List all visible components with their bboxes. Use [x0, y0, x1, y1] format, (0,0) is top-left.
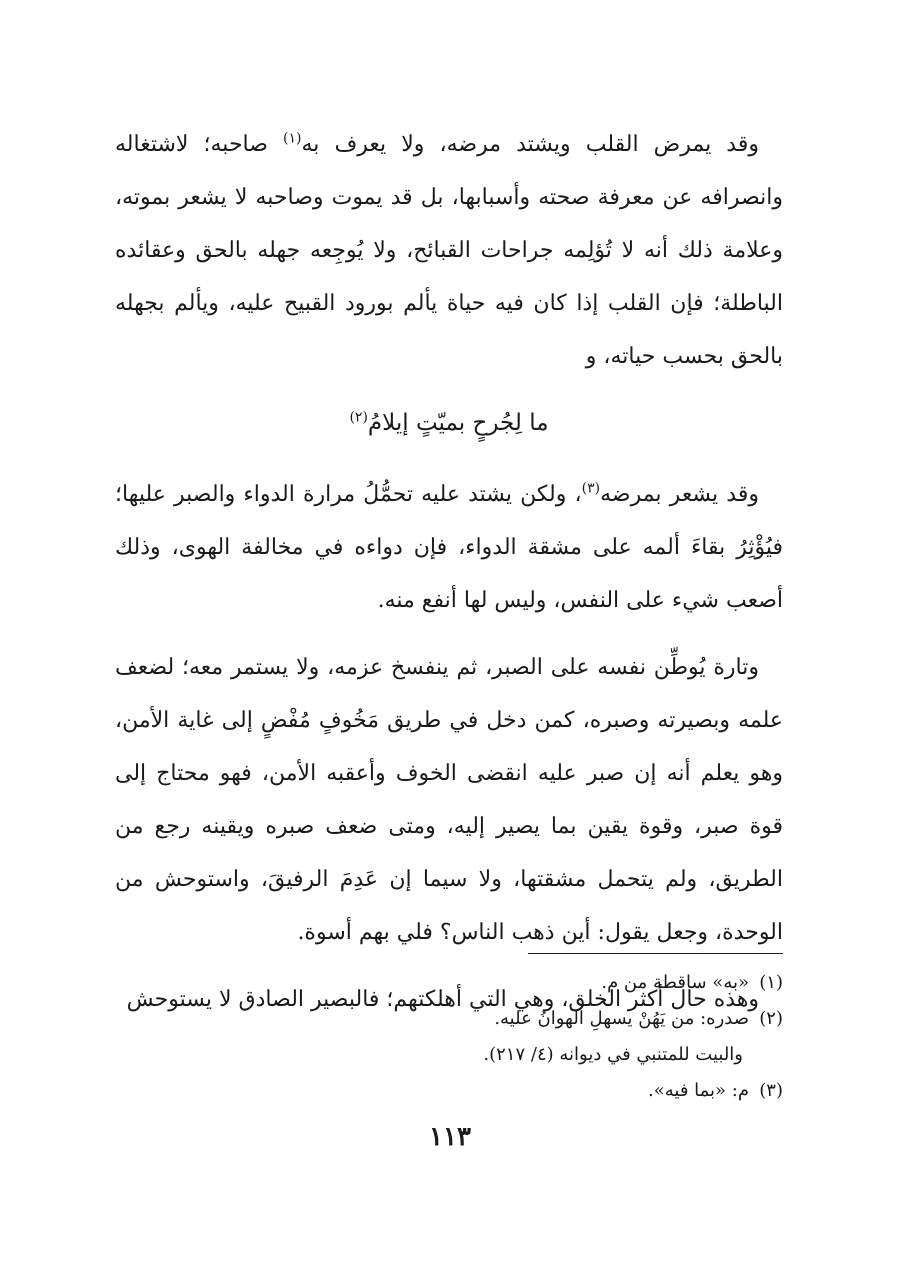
- footnote-text: صدره: من يَهُنْ يسهلِ الهوانُ عليه.: [494, 1008, 749, 1029]
- footnotes-section: [115, 965, 783, 1109]
- paragraph-2-text-before: وقد يشعر بمرضه: [600, 482, 759, 507]
- paragraph-4: وهذه حال أكثر الخلق، وهي التي أهلكتهم؛ فالبصير الصادق لا يستوحش: [126, 987, 759, 1012]
- footnote-number: (٢): [759, 1008, 783, 1029]
- footnote-ref-3: (٣): [581, 480, 601, 497]
- footnote-ref-2: (٢): [349, 409, 368, 426]
- paragraph-2: [115, 468, 783, 627]
- paragraph-1-text-after: صاحبه؛ لاشتغاله وانصرافه عن معرفة صحته وأسبابها، بل قد يموت وصاحبه لا يشعر بموته، وعلامة ذلك أنه لا تُؤلِمه جراحات القبائح، ولا يُوجِعه جهله بالحق وعقائده الباطلة؛ فإن القلب إذا كان فيه حياة يألم بورود القبيح عليه، ويألم بجهله بالحق بحسب حياته، و: [115, 132, 783, 369]
- paragraph-2-text-after: ، ولكن يشتد عليه تحمُّلُ مرارة الدواء والصبر عليها؛ فيُؤْثِرُ بقاءَ ألمه على مشقة الدواء، فإن دواءه في مخالفة الهوى، وذلك أصعب شيء على النفس، وليس لها أنفع منه.: [115, 482, 783, 613]
- paragraph-1-text-before: وقد يمرض القلب ويشتد مرضه، ولا يعرف به: [301, 132, 759, 157]
- footnote-1: [115, 965, 783, 1001]
- footnote-text: والبيت للمتنبي في ديوانه (٤/ ٢١٧).: [483, 1044, 743, 1065]
- paragraph-1: [115, 118, 783, 383]
- page-number: ١١٣: [429, 1122, 471, 1152]
- footnote-ref-1: (١): [283, 130, 302, 147]
- footnote-2-continuation: [115, 1037, 783, 1073]
- footnote-2: [115, 1001, 783, 1037]
- footnote-text: م: «بما فيه».: [648, 1080, 749, 1101]
- paragraph-3: وتارة يُوطِّن نفسه على الصبر، ثم ينفسخ عزمه، ولا يستمر معه؛ لضعف علمه وبصيرته وصبره، كمن دخل في طريق مَخُوفٍ مُفْضٍ إلى غاية الأمن، وهو يعلم أنه إن صبر عليه انقضى الخوف وأعقبه الأمن، فهو محتاج إلى قوة صبر، وقوة يقين بما يصير إليه، ومتى ضعف صبره ويقينه رجع من الطريق، ولم يتحمل مشقتها، ولا سيما إن عَدِمَ الرفيقَ، واستوحش من الوحدة، وجعل يقول: أين ذهب الناس؟ فلي بهم أسوة.: [115, 655, 783, 945]
- main-text-body: [115, 118, 783, 1040]
- verse-text: ما لِجُرحٍ بميّتٍ إيلامُ: [367, 410, 549, 436]
- footnote-text: «به» ساقطة من م.: [601, 972, 749, 993]
- footnote-divider: [528, 953, 783, 954]
- footnote-number: (٣): [759, 1080, 783, 1101]
- poetry-verse: [115, 397, 783, 450]
- footnote-3: [115, 1073, 783, 1109]
- footnote-number: (١): [759, 972, 783, 993]
